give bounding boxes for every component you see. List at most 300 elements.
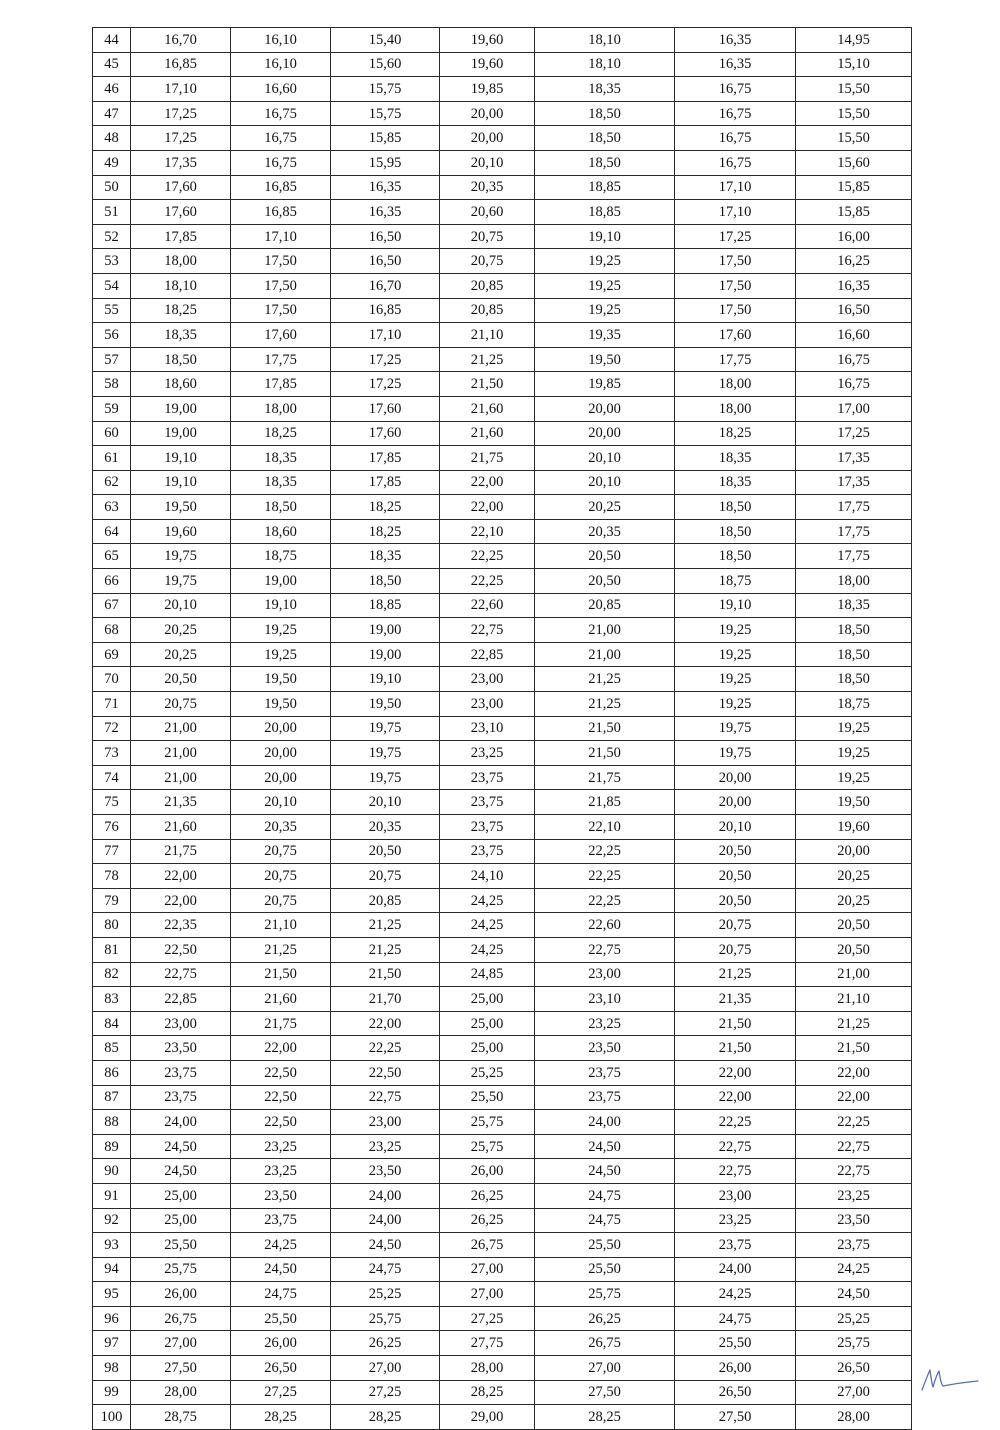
value-cell: 19,25 — [231, 642, 331, 667]
value-cell: 16,75 — [231, 101, 331, 126]
value-cell: 18,10 — [535, 28, 675, 53]
value-cell: 19,25 — [796, 741, 912, 766]
table-row — [93, 839, 912, 864]
table-row — [93, 765, 912, 790]
table-row — [93, 962, 912, 987]
row-number-cell: 94 — [93, 1257, 131, 1282]
value-cell: 18,35 — [796, 593, 912, 618]
value-cell: 24,00 — [331, 1183, 440, 1208]
value-cell: 18,60 — [231, 519, 331, 544]
value-cell: 27,25 — [440, 1306, 535, 1331]
row-number-cell: 76 — [93, 815, 131, 840]
value-cell: 23,75 — [440, 765, 535, 790]
value-cell: 18,35 — [675, 470, 796, 495]
value-cell: 16,10 — [231, 28, 331, 53]
value-cell: 18,35 — [535, 77, 675, 102]
table-row — [93, 1306, 912, 1331]
row-number-cell: 97 — [93, 1331, 131, 1356]
value-cell: 23,25 — [535, 1011, 675, 1036]
table-row — [93, 741, 912, 766]
value-cell: 22,60 — [535, 913, 675, 938]
value-cell: 20,25 — [131, 618, 231, 643]
value-cell: 24,75 — [675, 1306, 796, 1331]
value-cell: 25,00 — [440, 987, 535, 1012]
value-cell: 22,75 — [331, 1085, 440, 1110]
row-number-cell: 73 — [93, 741, 131, 766]
value-cell: 19,35 — [535, 323, 675, 348]
value-cell: 23,00 — [131, 1011, 231, 1036]
value-cell: 20,60 — [440, 200, 535, 225]
value-cell: 19,00 — [331, 618, 440, 643]
value-cell: 26,50 — [796, 1356, 912, 1381]
value-cell: 20,75 — [231, 864, 331, 889]
value-cell: 19,50 — [331, 692, 440, 717]
value-cell: 22,75 — [440, 618, 535, 643]
value-cell: 21,00 — [131, 765, 231, 790]
row-number-cell: 54 — [93, 273, 131, 298]
value-cell: 19,75 — [675, 716, 796, 741]
value-cell: 22,00 — [675, 1060, 796, 1085]
table-row — [93, 1331, 912, 1356]
value-cell: 26,50 — [675, 1380, 796, 1405]
value-cell: 28,25 — [535, 1405, 675, 1430]
row-number-cell: 98 — [93, 1356, 131, 1381]
value-cell: 22,50 — [331, 1060, 440, 1085]
value-cell: 23,25 — [231, 1159, 331, 1184]
value-cell: 18,75 — [796, 692, 912, 717]
value-cell: 25,25 — [796, 1306, 912, 1331]
table-row — [93, 372, 912, 397]
value-cell: 21,25 — [535, 667, 675, 692]
value-cell: 16,35 — [331, 175, 440, 200]
value-cell: 19,75 — [131, 569, 231, 594]
value-cell: 24,00 — [331, 1208, 440, 1233]
value-cell: 23,00 — [440, 667, 535, 692]
value-cell: 25,00 — [131, 1208, 231, 1233]
row-number-cell: 75 — [93, 790, 131, 815]
value-cell: 20,10 — [440, 150, 535, 175]
value-cell: 16,75 — [675, 77, 796, 102]
value-cell: 19,85 — [440, 77, 535, 102]
table-row — [93, 175, 912, 200]
row-number-cell: 85 — [93, 1036, 131, 1061]
value-cell: 16,50 — [331, 249, 440, 274]
value-cell: 28,00 — [131, 1380, 231, 1405]
value-cell: 22,00 — [440, 470, 535, 495]
value-cell: 26,00 — [231, 1331, 331, 1356]
table-row — [93, 1405, 912, 1430]
value-cell: 18,25 — [231, 421, 331, 446]
value-cell: 22,25 — [535, 888, 675, 913]
value-cell: 18,00 — [675, 372, 796, 397]
value-cell: 15,10 — [796, 52, 912, 77]
value-cell: 17,85 — [331, 446, 440, 471]
value-cell: 20,75 — [131, 692, 231, 717]
value-cell: 22,00 — [331, 1011, 440, 1036]
value-cell: 29,00 — [440, 1405, 535, 1430]
value-cell: 21,00 — [535, 618, 675, 643]
row-number-cell: 49 — [93, 150, 131, 175]
table-row — [93, 1134, 912, 1159]
signature-icon — [918, 1360, 980, 1394]
value-cell: 21,00 — [131, 741, 231, 766]
value-cell: 23,75 — [131, 1060, 231, 1085]
value-cell: 26,25 — [535, 1306, 675, 1331]
value-cell: 17,10 — [675, 175, 796, 200]
value-cell: 17,25 — [131, 126, 231, 151]
table-row — [93, 1257, 912, 1282]
value-cell: 18,50 — [131, 347, 231, 372]
table-row — [93, 495, 912, 520]
value-cell: 20,50 — [675, 864, 796, 889]
value-cell: 20,10 — [131, 593, 231, 618]
value-cell: 21,50 — [796, 1036, 912, 1061]
table-row — [93, 716, 912, 741]
table-row — [93, 421, 912, 446]
value-cell: 22,25 — [331, 1036, 440, 1061]
value-cell: 24,50 — [796, 1282, 912, 1307]
value-cell: 16,35 — [796, 273, 912, 298]
value-cell: 22,75 — [796, 1134, 912, 1159]
value-cell: 28,00 — [796, 1405, 912, 1430]
row-number-cell: 88 — [93, 1110, 131, 1135]
value-cell: 18,50 — [796, 642, 912, 667]
value-cell: 23,75 — [675, 1233, 796, 1258]
row-number-cell: 58 — [93, 372, 131, 397]
value-cell: 21,70 — [331, 987, 440, 1012]
value-cell: 17,60 — [331, 421, 440, 446]
value-cell: 25,75 — [796, 1331, 912, 1356]
data-table — [92, 27, 912, 1430]
value-cell: 23,00 — [535, 962, 675, 987]
value-cell: 21,50 — [440, 372, 535, 397]
value-cell: 22,50 — [231, 1060, 331, 1085]
value-cell: 21,25 — [796, 1011, 912, 1036]
table-row — [93, 1036, 912, 1061]
value-cell: 23,00 — [440, 692, 535, 717]
value-cell: 20,10 — [675, 815, 796, 840]
value-cell: 20,00 — [440, 101, 535, 126]
value-cell: 20,25 — [796, 864, 912, 889]
value-cell: 19,25 — [675, 667, 796, 692]
value-cell: 22,50 — [131, 937, 231, 962]
value-cell: 19,25 — [796, 716, 912, 741]
table-row — [93, 1356, 912, 1381]
value-cell: 17,25 — [331, 372, 440, 397]
value-cell: 20,85 — [331, 888, 440, 913]
value-cell: 25,50 — [231, 1306, 331, 1331]
value-cell: 17,50 — [231, 273, 331, 298]
value-cell: 17,75 — [796, 544, 912, 569]
table-row — [93, 347, 912, 372]
value-cell: 15,75 — [331, 101, 440, 126]
value-cell: 19,60 — [796, 815, 912, 840]
value-cell: 24,75 — [535, 1208, 675, 1233]
value-cell: 24,25 — [440, 937, 535, 962]
value-cell: 18,75 — [231, 544, 331, 569]
value-cell: 18,00 — [796, 569, 912, 594]
value-cell: 16,25 — [796, 249, 912, 274]
value-cell: 19,50 — [796, 790, 912, 815]
value-cell: 19,25 — [675, 692, 796, 717]
value-cell: 17,50 — [675, 298, 796, 323]
value-cell: 24,00 — [131, 1110, 231, 1135]
value-cell: 21,50 — [675, 1036, 796, 1061]
row-number-cell: 86 — [93, 1060, 131, 1085]
value-cell: 21,25 — [331, 913, 440, 938]
value-cell: 27,00 — [440, 1282, 535, 1307]
row-number-cell: 83 — [93, 987, 131, 1012]
value-cell: 21,85 — [535, 790, 675, 815]
row-number-cell: 63 — [93, 495, 131, 520]
value-cell: 22,25 — [675, 1110, 796, 1135]
row-number-cell: 56 — [93, 323, 131, 348]
value-cell: 20,50 — [535, 544, 675, 569]
table-row — [93, 126, 912, 151]
value-cell: 20,25 — [131, 642, 231, 667]
row-number-cell: 91 — [93, 1183, 131, 1208]
value-cell: 23,10 — [440, 716, 535, 741]
value-cell: 20,10 — [331, 790, 440, 815]
value-cell: 23,25 — [675, 1208, 796, 1233]
value-cell: 26,75 — [440, 1233, 535, 1258]
value-cell: 21,60 — [440, 421, 535, 446]
value-cell: 17,75 — [675, 347, 796, 372]
value-cell: 17,50 — [675, 249, 796, 274]
value-cell: 17,75 — [796, 495, 912, 520]
value-cell: 20,25 — [535, 495, 675, 520]
value-cell: 20,00 — [440, 126, 535, 151]
value-cell: 19,75 — [331, 741, 440, 766]
row-number-cell: 59 — [93, 396, 131, 421]
value-cell: 21,50 — [535, 741, 675, 766]
table-row — [93, 1159, 912, 1184]
value-cell: 23,25 — [331, 1134, 440, 1159]
value-cell: 20,50 — [796, 937, 912, 962]
value-cell: 20,75 — [231, 888, 331, 913]
value-cell: 19,75 — [131, 544, 231, 569]
row-number-cell: 62 — [93, 470, 131, 495]
value-cell: 18,85 — [535, 175, 675, 200]
value-cell: 23,75 — [796, 1233, 912, 1258]
value-cell: 20,75 — [675, 913, 796, 938]
value-cell: 24,25 — [231, 1233, 331, 1258]
row-number-cell: 61 — [93, 446, 131, 471]
value-cell: 21,00 — [535, 642, 675, 667]
value-cell: 22,00 — [231, 1036, 331, 1061]
row-number-cell: 95 — [93, 1282, 131, 1307]
data-table-container — [92, 27, 911, 1426]
value-cell: 20,75 — [440, 249, 535, 274]
row-number-cell: 60 — [93, 421, 131, 446]
value-cell: 28,25 — [440, 1380, 535, 1405]
value-cell: 19,00 — [131, 396, 231, 421]
row-number-cell: 46 — [93, 77, 131, 102]
value-cell: 22,00 — [131, 864, 231, 889]
row-number-cell: 65 — [93, 544, 131, 569]
value-cell: 20,50 — [675, 839, 796, 864]
value-cell: 21,60 — [131, 815, 231, 840]
value-cell: 22,25 — [535, 864, 675, 889]
table-row — [93, 224, 912, 249]
value-cell: 23,50 — [131, 1036, 231, 1061]
value-cell: 18,50 — [535, 101, 675, 126]
value-cell: 17,60 — [331, 396, 440, 421]
value-cell: 18,00 — [675, 396, 796, 421]
value-cell: 22,25 — [440, 544, 535, 569]
value-cell: 22,25 — [440, 569, 535, 594]
value-cell: 15,60 — [796, 150, 912, 175]
value-cell: 17,35 — [131, 150, 231, 175]
value-cell: 25,50 — [131, 1233, 231, 1258]
value-cell: 23,50 — [331, 1159, 440, 1184]
value-cell: 19,50 — [231, 692, 331, 717]
value-cell: 24,75 — [331, 1257, 440, 1282]
value-cell: 21,75 — [440, 446, 535, 471]
value-cell: 23,75 — [440, 790, 535, 815]
value-cell: 18,25 — [331, 495, 440, 520]
value-cell: 16,50 — [331, 224, 440, 249]
row-number-cell: 100 — [93, 1405, 131, 1430]
value-cell: 18,50 — [535, 150, 675, 175]
value-cell: 22,35 — [131, 913, 231, 938]
value-cell: 18,50 — [331, 569, 440, 594]
value-cell: 20,10 — [535, 470, 675, 495]
value-cell: 20,00 — [675, 765, 796, 790]
value-cell: 17,10 — [331, 323, 440, 348]
value-cell: 19,85 — [535, 372, 675, 397]
value-cell: 21,50 — [331, 962, 440, 987]
value-cell: 15,40 — [331, 28, 440, 53]
table-row — [93, 593, 912, 618]
value-cell: 25,00 — [440, 1011, 535, 1036]
value-cell: 19,60 — [131, 519, 231, 544]
table-row — [93, 667, 912, 692]
table-row — [93, 446, 912, 471]
value-cell: 23,75 — [535, 1085, 675, 1110]
table-row — [93, 28, 912, 53]
table-body — [93, 28, 912, 1430]
value-cell: 17,75 — [796, 519, 912, 544]
value-cell: 27,50 — [675, 1405, 796, 1430]
value-cell: 20,00 — [535, 421, 675, 446]
value-cell: 17,50 — [231, 298, 331, 323]
value-cell: 17,60 — [675, 323, 796, 348]
value-cell: 26,00 — [675, 1356, 796, 1381]
table-row — [93, 913, 912, 938]
row-number-cell: 55 — [93, 298, 131, 323]
value-cell: 16,50 — [796, 298, 912, 323]
value-cell: 16,60 — [231, 77, 331, 102]
row-number-cell: 50 — [93, 175, 131, 200]
table-row — [93, 888, 912, 913]
value-cell: 23,75 — [440, 815, 535, 840]
table-row — [93, 273, 912, 298]
table-row — [93, 815, 912, 840]
value-cell: 18,50 — [675, 544, 796, 569]
value-cell: 18,10 — [131, 273, 231, 298]
value-cell: 20,85 — [535, 593, 675, 618]
row-number-cell: 72 — [93, 716, 131, 741]
value-cell: 20,50 — [535, 569, 675, 594]
value-cell: 18,25 — [331, 519, 440, 544]
value-cell: 18,85 — [331, 593, 440, 618]
row-number-cell: 87 — [93, 1085, 131, 1110]
row-number-cell: 96 — [93, 1306, 131, 1331]
value-cell: 20,50 — [131, 667, 231, 692]
value-cell: 19,10 — [131, 470, 231, 495]
value-cell: 22,75 — [131, 962, 231, 987]
value-cell: 24,50 — [535, 1134, 675, 1159]
value-cell: 25,75 — [440, 1110, 535, 1135]
value-cell: 27,00 — [440, 1257, 535, 1282]
value-cell: 23,25 — [440, 741, 535, 766]
value-cell: 18,35 — [231, 446, 331, 471]
value-cell: 23,10 — [535, 987, 675, 1012]
value-cell: 19,25 — [535, 298, 675, 323]
value-cell: 15,85 — [796, 200, 912, 225]
value-cell: 24,25 — [796, 1257, 912, 1282]
value-cell: 20,50 — [675, 888, 796, 913]
table-row — [93, 200, 912, 225]
row-number-cell: 80 — [93, 913, 131, 938]
value-cell: 18,50 — [796, 667, 912, 692]
value-cell: 21,60 — [231, 987, 331, 1012]
value-cell: 18,00 — [131, 249, 231, 274]
value-cell: 24,25 — [440, 913, 535, 938]
value-cell: 22,00 — [131, 888, 231, 913]
value-cell: 18,35 — [331, 544, 440, 569]
value-cell: 23,75 — [131, 1085, 231, 1110]
value-cell: 17,85 — [331, 470, 440, 495]
row-number-cell: 77 — [93, 839, 131, 864]
row-number-cell: 64 — [93, 519, 131, 544]
value-cell: 25,75 — [131, 1257, 231, 1282]
value-cell: 21,50 — [675, 1011, 796, 1036]
value-cell: 20,50 — [796, 913, 912, 938]
table-row — [93, 1380, 912, 1405]
value-cell: 22,85 — [131, 987, 231, 1012]
value-cell: 20,75 — [440, 224, 535, 249]
value-cell: 26,25 — [440, 1208, 535, 1233]
value-cell: 20,75 — [231, 839, 331, 864]
table-row — [93, 790, 912, 815]
value-cell: 20,00 — [231, 716, 331, 741]
value-cell: 16,70 — [131, 28, 231, 53]
value-cell: 25,75 — [535, 1282, 675, 1307]
value-cell: 15,60 — [331, 52, 440, 77]
table-row — [93, 642, 912, 667]
value-cell: 19,60 — [440, 28, 535, 53]
value-cell: 17,25 — [131, 101, 231, 126]
row-number-cell: 66 — [93, 569, 131, 594]
table-row — [93, 1011, 912, 1036]
table-row — [93, 864, 912, 889]
value-cell: 19,50 — [131, 495, 231, 520]
value-cell: 21,25 — [331, 937, 440, 962]
table-row — [93, 396, 912, 421]
value-cell: 22,00 — [796, 1060, 912, 1085]
value-cell: 19,10 — [231, 593, 331, 618]
value-cell: 18,50 — [231, 495, 331, 520]
value-cell: 25,50 — [440, 1085, 535, 1110]
value-cell: 25,25 — [440, 1060, 535, 1085]
value-cell: 24,75 — [535, 1183, 675, 1208]
value-cell: 15,85 — [796, 175, 912, 200]
table-row — [93, 1208, 912, 1233]
value-cell: 21,35 — [675, 987, 796, 1012]
row-number-cell: 47 — [93, 101, 131, 126]
